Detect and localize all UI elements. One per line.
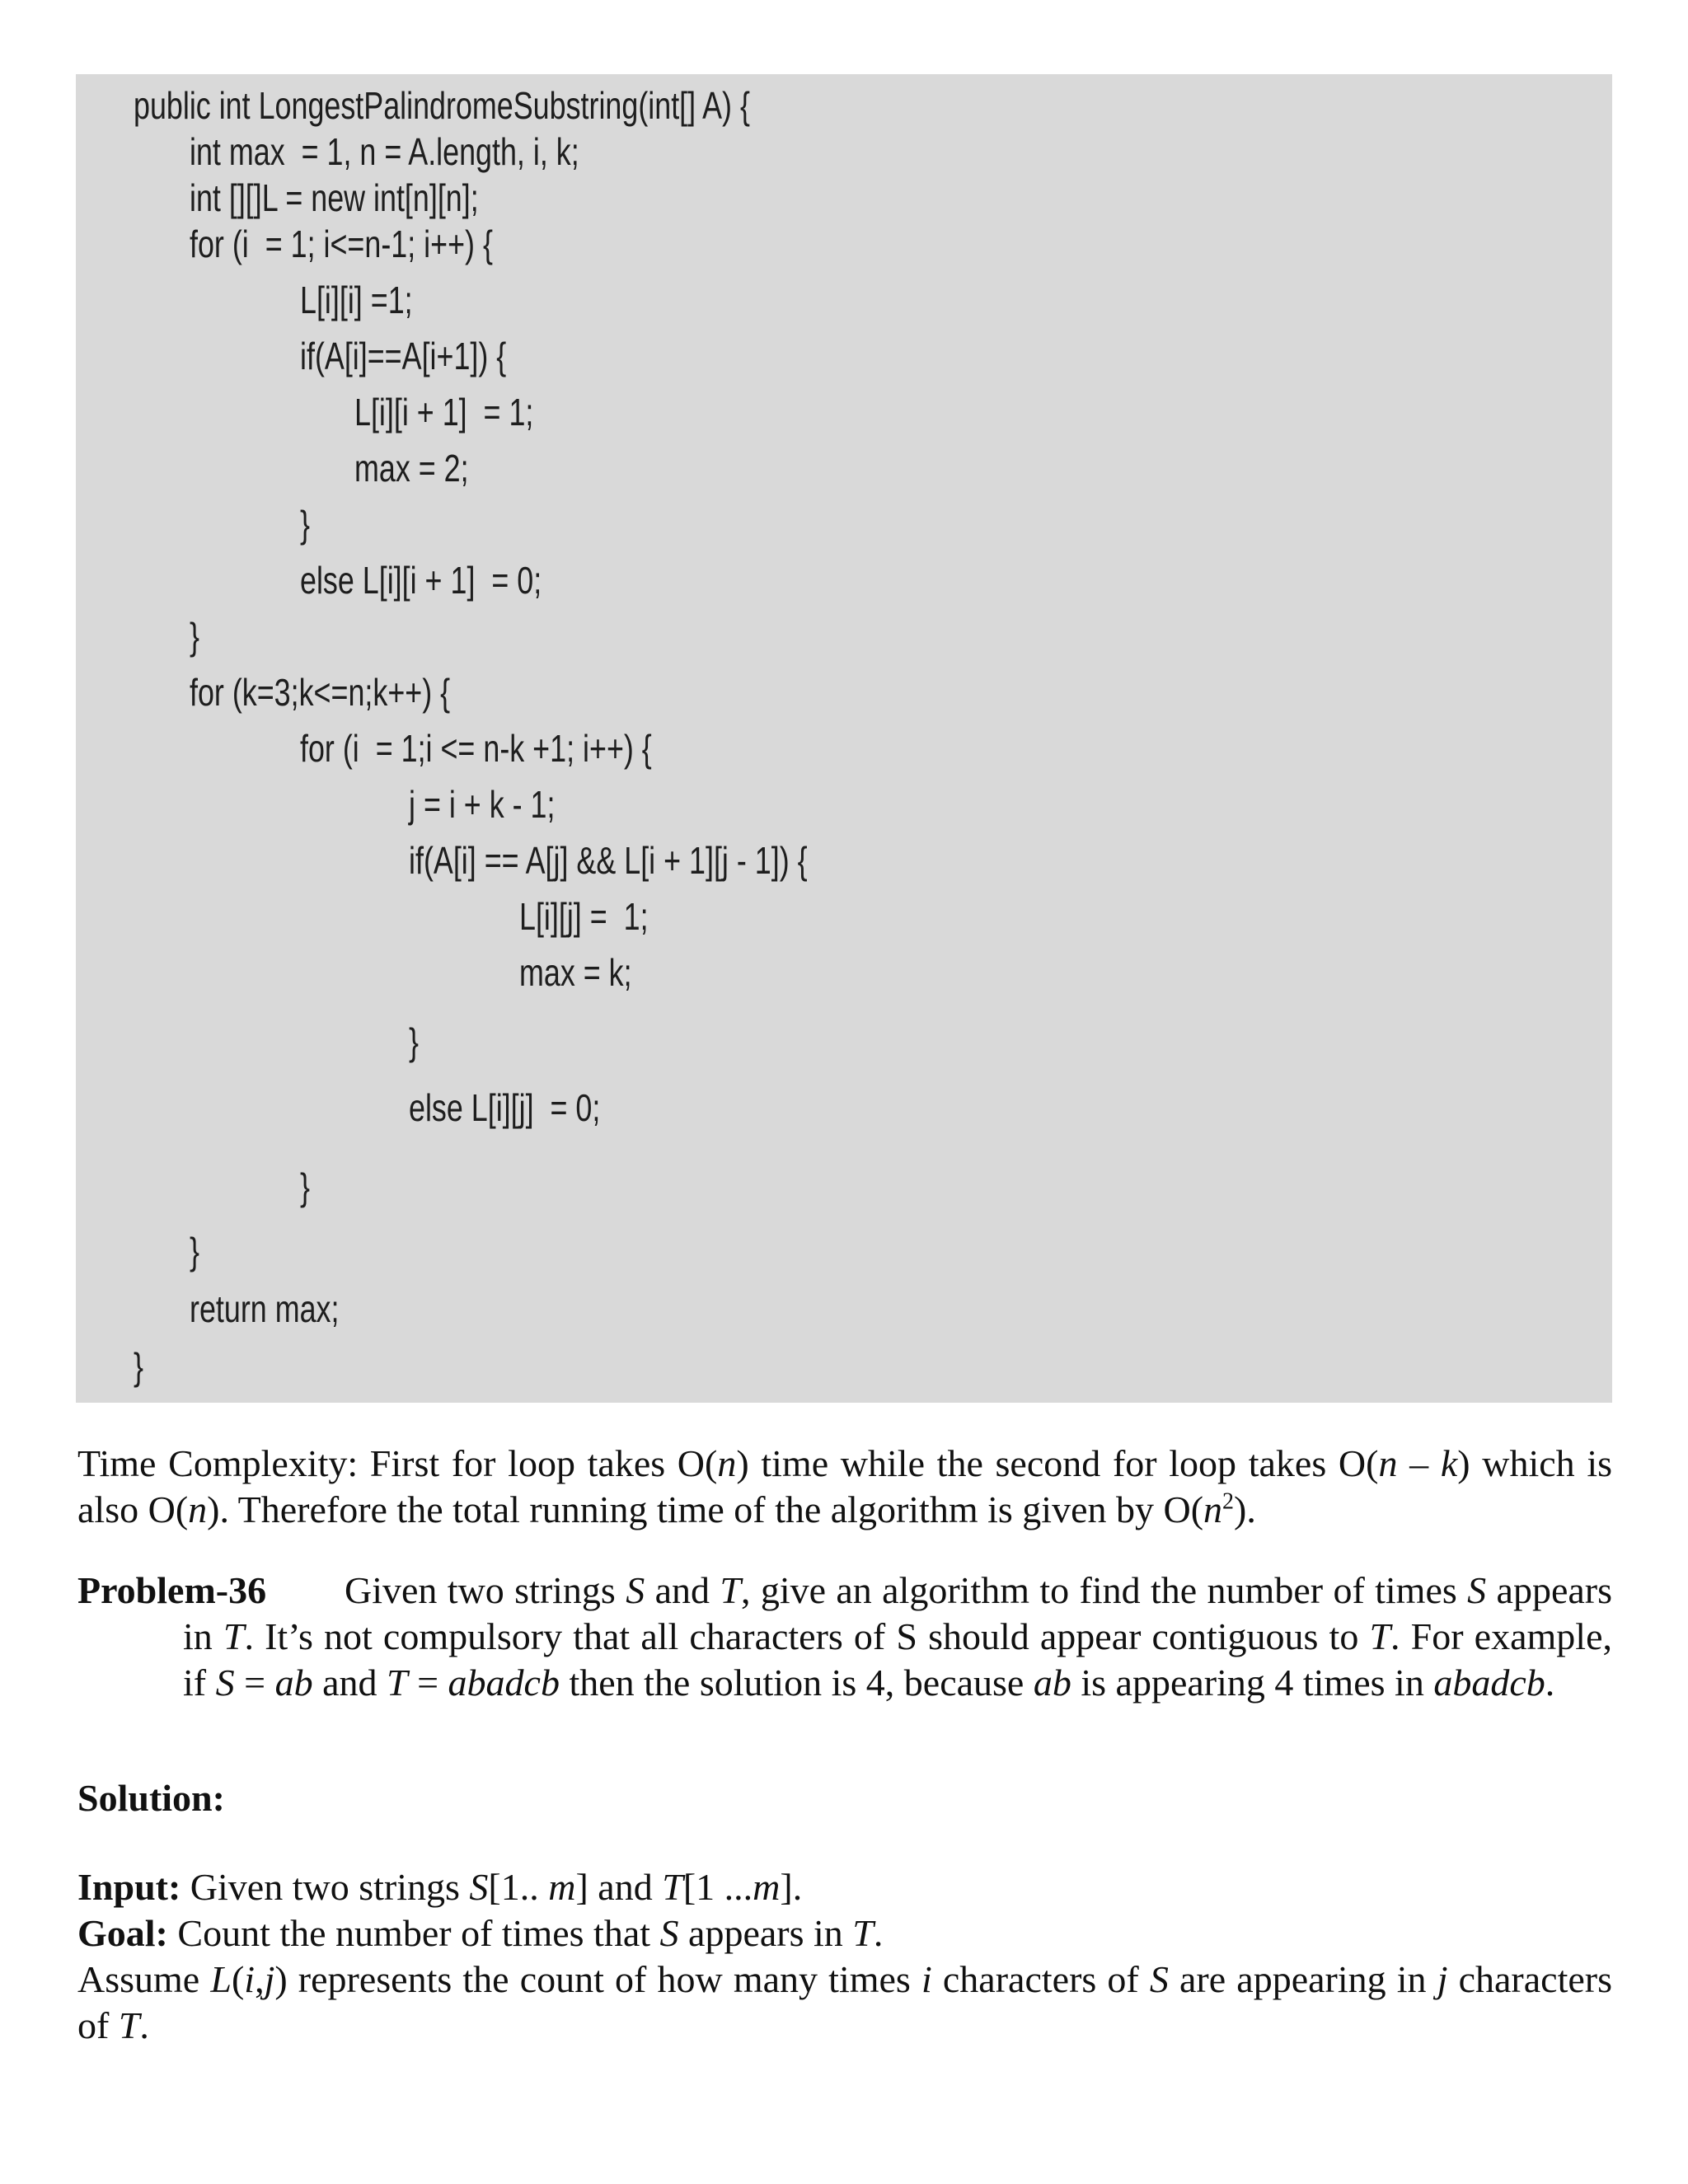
code-line: } <box>409 1020 419 1063</box>
code-line: j = i + k - 1; <box>409 783 556 826</box>
code-line: max = 2; <box>354 447 469 490</box>
problem-text: Given two strings S and T, give an algorithm to find the number of times S appears in T. It’s not compulsory that all characters of S should appear contiguous to T. For example, if S = ab and T = abadcb then the solution is 4, because ab is appearing 4 times in abadcb. <box>183 1569 1612 1704</box>
code-line: if(A[i] == A[j] && L[i + 1][j - 1]) { <box>409 839 808 882</box>
problem-statement <box>77 1568 1612 1706</box>
code-line: public int LongestPalindromeSubstring(int[] A) { <box>134 84 750 127</box>
code-line: L[i][j] = 1; <box>519 895 649 938</box>
input-line: Input: Given two strings S[1.. m] and T[1 ...m]. <box>77 1866 803 1908</box>
goal-line: Goal: Count the number of times that S appears in T. <box>77 1912 884 1954</box>
code-line: } <box>300 503 310 546</box>
code-line: int max = 1, n = A.length, i, k; <box>190 130 579 173</box>
code-line: for (i = 1; i<=n-1; i++) { <box>190 223 493 265</box>
code-line: if(A[i]==A[i+1]) { <box>300 335 507 377</box>
code-line: else L[i][i + 1] = 0; <box>300 559 542 602</box>
code-line: else L[i][j] = 0; <box>409 1086 601 1129</box>
code-line: return max; <box>190 1287 340 1330</box>
code-line: } <box>190 1230 199 1272</box>
code-line: L[i][i] =1; <box>300 279 413 321</box>
code-line: } <box>190 615 199 658</box>
code-line: int [][]L = new int[n][n]; <box>190 176 479 219</box>
code-line: for (i = 1;i <= n-k +1; i++) { <box>300 727 652 770</box>
time-complexity-paragraph: Time Complexity: First for loop takes O(n) time while the second for loop takes O(n – k) which is also O(n). Therefore the total running time of the algorithm is given by $O(n^2)$. <box>77 1442 1613 1530</box>
code-line: for (k=3;k<=n;k++) { <box>190 671 451 714</box>
assumption-paragraph: Assume L(i,j) represents the count of how many times i characters of S are appearing in j characters of T. <box>77 1958 1613 2046</box>
code-line: } <box>134 1345 143 1388</box>
problem-label: Problem-36 <box>77 1569 267 1611</box>
code-line: } <box>300 1165 310 1208</box>
code-line: max = k; <box>519 951 632 994</box>
solution-heading: Solution: <box>77 1777 225 1819</box>
code-line: L[i][i + 1] = 1; <box>354 391 534 434</box>
code-listing <box>76 74 1612 1403</box>
